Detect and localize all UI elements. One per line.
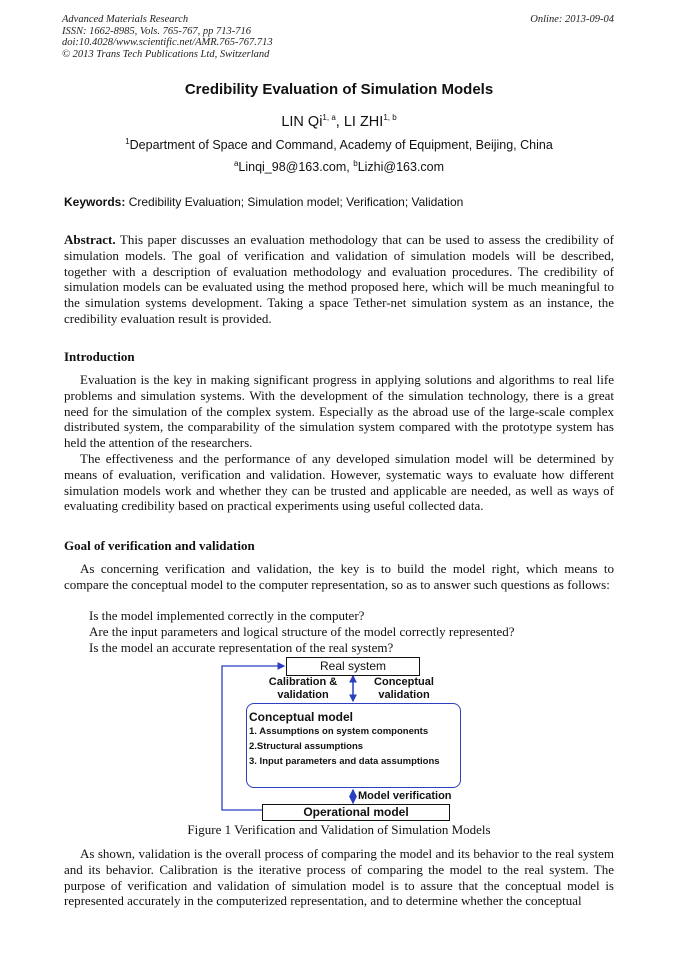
conceptual-item-2: 2.Structural assumptions — [249, 741, 364, 752]
email-b: Lizhi@163.com — [357, 160, 445, 174]
issn-line: ISSN: 1662-8985, Vols. 765-767, pp 713-716 — [62, 25, 251, 37]
intro-paragraph-1: Evaluation is the key in making significant progress in applying solutions and algorithms to real life problems and simulation systems. With the development of the simulation technology, there is a great need for the simulation of the complex system. Especially as the abroad use of the large-scale complex distributed system, the comparability of the simulation system compared with the prototype system has held the attention of the researchers. — [64, 372, 614, 451]
real-system-label: Real system — [319, 659, 387, 673]
conceptual-item-1: 1. Assumptions on system components — [249, 726, 429, 737]
abstract-label: Abstract. — [64, 232, 116, 247]
email-a: Linqi_98@163.com — [238, 160, 347, 174]
author-sep: , — [335, 114, 344, 130]
conceptual-validation-line-1: Conceptual — [374, 676, 434, 688]
abstract — [64, 232, 614, 327]
author-1: LIN Qi — [281, 114, 323, 130]
conceptual-model-box — [246, 703, 461, 788]
email-sep: , — [346, 160, 354, 174]
model-verification-label: Model verification — [358, 790, 452, 802]
conceptual-validation-label — [362, 676, 446, 702]
question-2: Are the input parameters and logical structure of the model correctly represented? — [89, 624, 515, 639]
figure-caption: Figure 1 Verification and Validation of Simulation Models — [187, 822, 491, 837]
after-figure-section — [64, 846, 614, 909]
copyright-line: © 2013 Trans Tech Publications Ltd, Switzerland — [62, 48, 270, 60]
goal-paragraph-1: As concerning verification and validation, the key is to build the model right, which means to compare the conceptual model to the computer representation, so as to answer such questions as follows: — [64, 561, 614, 592]
abstract-text: This paper discusses an evaluation methodology that can be used to assess the credibility of simulation models. The goal of verification and validation of simulation models will be described, together with a description of evaluation methodology and evaluation procedures. The credibility of simulation models can be evaluated using the method proposed here, which will be much meaningful to the simulation systems development. Taking a space Tether-net simulation system as an instance, the credibility evaluation result is provided. — [64, 232, 614, 326]
operational-model-box — [262, 804, 450, 821]
conceptual-item-3: 3. Input parameters and data assumptions — [249, 756, 440, 767]
author-line — [0, 114, 678, 130]
email-a-sup: a — [233, 158, 239, 168]
after-figure-paragraph: As shown, validation is the overall process of comparing the model and its behavior to the real system and its behavior. Calibration is the iterative process of comparing the model to the real system. The purpose of verification and validation of simulation model is to assure that the conceptual model is represented accurately in the computerized representation, and to determine whether the conceptual — [64, 846, 614, 909]
affiliation — [0, 138, 678, 152]
intro-paragraph-2: The effectiveness and the performance of any developed simulation model will be determined by means of evaluation, verification and validation. However, systematic ways to evaluate how different simulation models work and whether they can be trusted and applicable are needed, as well as ways of evaluating credibility based on practical experiments using useful collected data. — [64, 450, 614, 514]
author-1-sup: 1, a — [322, 113, 336, 123]
conceptual-validation-line-2: validation — [378, 689, 430, 701]
author-2-sup: 1, b — [383, 113, 397, 123]
conceptual-model-title: Conceptual model — [249, 710, 354, 724]
email-line — [0, 160, 678, 174]
question-1: Is the model implemented correctly in the computer? — [89, 608, 365, 623]
keywords-label: Keywords: — [64, 195, 126, 209]
calibration-line-2: validation — [277, 689, 329, 701]
keywords-text: Credibility Evaluation; Simulation model; Verification; Validation — [125, 195, 464, 209]
email-b-sup: b — [353, 158, 358, 168]
paper-title: Credibility Evaluation of Simulation Models — [184, 81, 494, 98]
real-system-box — [286, 657, 420, 676]
calibration-label — [258, 676, 348, 702]
online-date: Online: 2013-09-04 — [530, 14, 614, 25]
question-3: Is the model an accurate representation of the real system? — [89, 640, 394, 655]
intro-heading: Introduction — [64, 349, 135, 364]
goal-section — [64, 561, 614, 593]
journal-name: Advanced Materials Research — [62, 14, 189, 25]
calibration-line-1: Calibration & — [268, 676, 338, 688]
figure-1 — [210, 654, 480, 824]
affiliation-sup: 1 — [125, 136, 130, 146]
intro-section — [64, 372, 614, 514]
doi-line: doi:10.4028/www.scientific.net/AMR.765-767.713 — [62, 37, 273, 48]
author-2: LI ZHI — [343, 114, 384, 130]
keywords — [64, 195, 624, 209]
affiliation-text: Department of Space and Command, Academy of Equipment, Beijing, China — [129, 138, 553, 152]
goal-heading: Goal of verification and validation — [64, 538, 255, 553]
operational-model-label: Operational model — [303, 805, 409, 819]
journal-header — [62, 14, 273, 60]
